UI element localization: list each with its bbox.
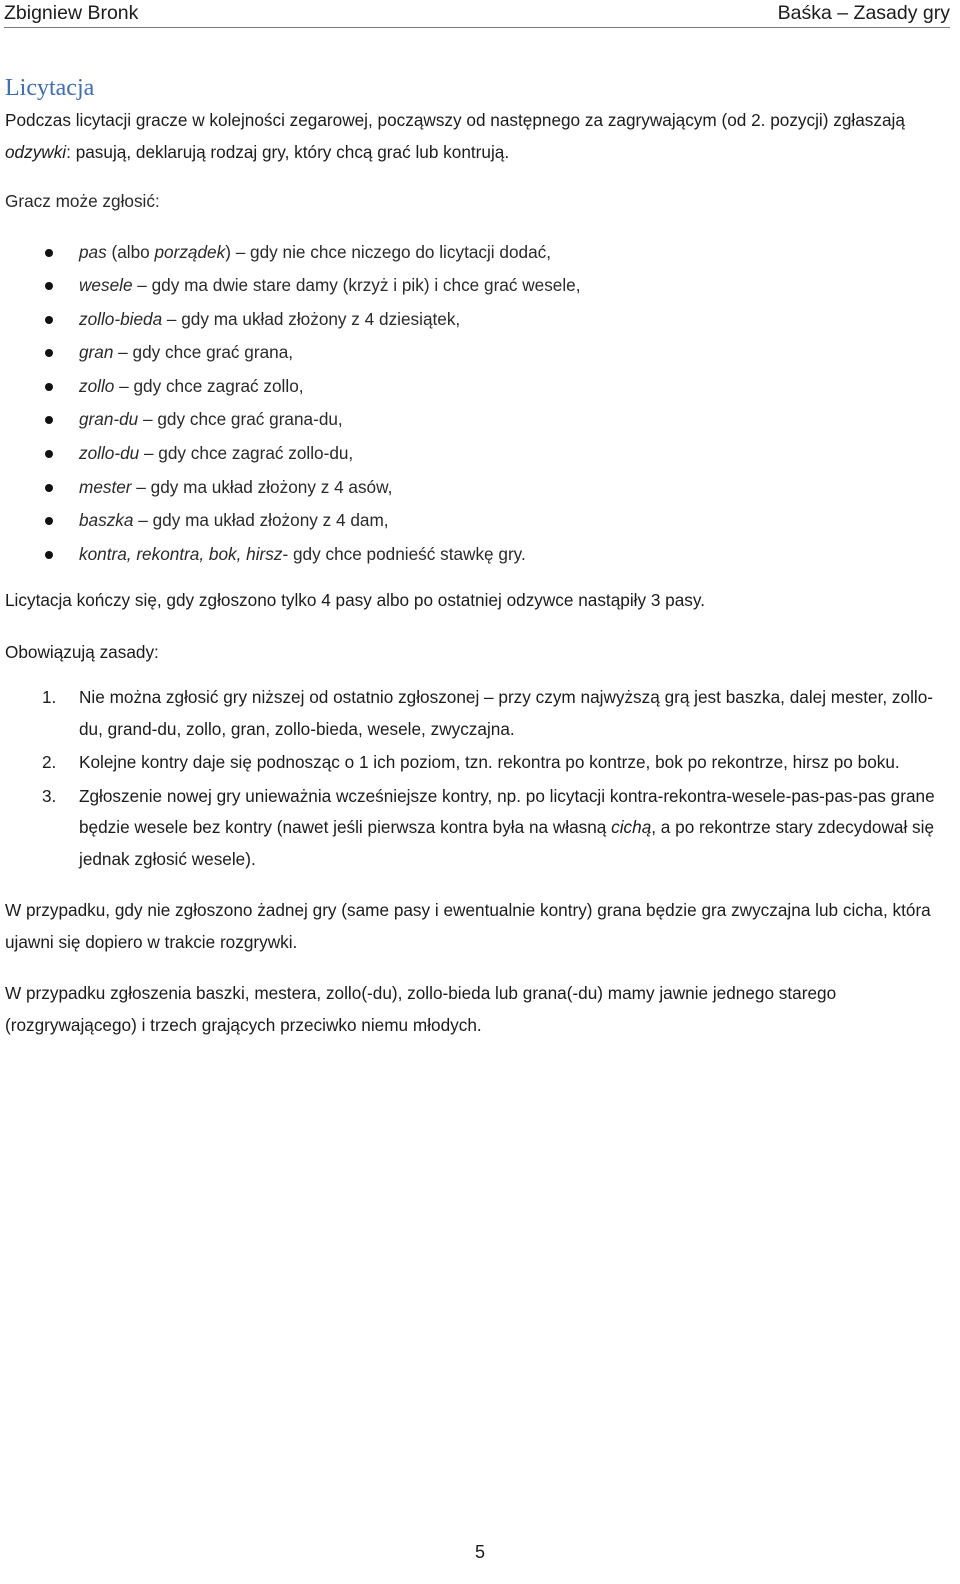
bid-text: - gdy chce podnieść stawkę gry. bbox=[282, 543, 526, 564]
bid-term: zollo-du bbox=[79, 443, 140, 464]
bullet-icon bbox=[45, 416, 53, 424]
bid-term: wesele bbox=[79, 275, 133, 296]
bid-list bbox=[5, 236, 950, 572]
rule-number: 2. bbox=[42, 752, 57, 773]
rule-number: 1. bbox=[42, 687, 57, 708]
list-item bbox=[5, 403, 950, 437]
bid-term: zollo-bieda bbox=[79, 308, 163, 329]
bullet-icon bbox=[45, 551, 53, 559]
bid-text: – gdy chce zagrać zollo, bbox=[114, 375, 304, 396]
list-item bbox=[5, 471, 950, 505]
rule-text: Zgłoszenie nowej gry unieważnia wcześniejsze kontry, np. po licytacji kontra-rekontra-wesele-pas-pas-pas grane będzie wesele bez kontry (nawet jeśli pierwsza kontra była na własną bbox=[79, 785, 935, 838]
bid-text: – gdy ma układ złożony z 4 asów, bbox=[131, 476, 393, 497]
bid-term-2: porządek bbox=[154, 241, 226, 262]
bullet-icon bbox=[45, 349, 53, 357]
list-item bbox=[5, 370, 950, 404]
list-item bbox=[5, 781, 950, 876]
list-item bbox=[5, 538, 950, 572]
bid-term: mester bbox=[79, 476, 132, 497]
bid-text: – gdy chce zagrać zollo-du, bbox=[139, 443, 354, 464]
rules-list bbox=[5, 682, 950, 875]
bid-text: (albo bbox=[106, 241, 155, 262]
bid-term: kontra, rekontra, bok, hirsz bbox=[79, 543, 283, 564]
bid-text-2: ) – gdy nie chce niczego do licytacji dodać, bbox=[225, 241, 552, 262]
bid-text: – gdy ma układ złożony z 4 dziesiątek, bbox=[162, 308, 461, 329]
bullet-icon bbox=[45, 484, 53, 492]
baszka-paragraph: W przypadku zgłoszenia baszki, mestera, zollo(-du), zollo-bieda lub grana(-du) mamy jawnie jednego starego (rozgrywającego) i trzech grających przeciwko niemu młodych. bbox=[5, 983, 837, 1035]
list-item bbox=[5, 336, 950, 370]
list-item bbox=[5, 747, 950, 779]
rule-text: Nie można zgłosić gry niższej od ostatnio zgłoszonej – przy czym najwyższą grą jest baszka, dalej mester, zollo-du, grand-du, zollo, gran, zollo-bieda, wesele, zwyczajna. bbox=[79, 687, 934, 739]
bullet-icon bbox=[45, 450, 53, 458]
rule-number: 3. bbox=[42, 785, 57, 806]
may-declare-paragraph: Gracz może zgłosić: bbox=[5, 191, 160, 211]
bullet-icon bbox=[45, 517, 53, 525]
rules-intro-paragraph: Obowiązują zasady: bbox=[5, 641, 159, 662]
bid-term: pas bbox=[79, 241, 107, 262]
bid-text: – gdy chce grać grana, bbox=[113, 342, 294, 363]
bid-term: gran bbox=[79, 342, 114, 363]
page-content bbox=[5, 71, 950, 1041]
list-item bbox=[5, 236, 950, 270]
page-header bbox=[4, 0, 950, 28]
bullet-icon bbox=[45, 282, 53, 290]
bid-text: – gdy chce grać grana-du, bbox=[138, 409, 343, 430]
bid-term: zollo bbox=[79, 375, 115, 396]
bullet-icon bbox=[45, 383, 53, 391]
intro-text-2: : pasują, deklarują rodzaj gry, który chcą grać lub kontrują. bbox=[66, 141, 510, 162]
list-item bbox=[5, 303, 950, 337]
end-rule-paragraph: Licytacja kończy się, gdy zgłoszono tylko 4 pasy albo po ostatniej odzywce nastąpiły 3 pasy. bbox=[5, 590, 705, 611]
page-number: 5 bbox=[474, 1542, 485, 1562]
bid-term: baszka bbox=[79, 510, 134, 531]
bullet-icon bbox=[45, 316, 53, 324]
bullet-icon bbox=[45, 249, 53, 257]
bid-text: – gdy ma dwie stare damy (krzyż i pik) i chce grać wesele, bbox=[132, 275, 581, 296]
intro-text-1: Podczas licytacji gracze w kolejności zegarowej, począwszy od następnego za zagrywającym (od 2. pozycji) zgłaszają bbox=[5, 110, 905, 130]
bid-term: gran-du bbox=[79, 409, 139, 430]
section-heading: Licytacja bbox=[5, 75, 95, 101]
list-item bbox=[5, 269, 950, 303]
header-author: Zbigniew Bronk bbox=[4, 2, 139, 24]
list-item bbox=[5, 682, 950, 745]
rule-text-2: , a po rekontrze stary zdecydował się jednak zgłosić wesele). bbox=[79, 817, 935, 869]
no-bid-paragraph: W przypadku, gdy nie zgłoszono żadnej gry (same pasy i ewentualnie kontry) grana będzie gra zwyczajna lub cicha, która ujawni się dopiero w trakcie rozgrywki. bbox=[5, 900, 931, 952]
bid-text: – gdy ma układ złożony z 4 dam, bbox=[133, 510, 389, 531]
rule-term: cichą bbox=[611, 817, 652, 838]
header-document-title: Baśka – Zasady gry bbox=[777, 2, 950, 24]
list-item bbox=[5, 504, 950, 538]
rule-text: Kolejne kontry daje się podnosząc o 1 ich poziom, tzn. rekontra po kontrze, bok po rekontrze, hirsz po boku. bbox=[79, 752, 900, 773]
intro-paragraph bbox=[5, 105, 950, 168]
intro-term: odzywki bbox=[5, 141, 67, 162]
list-item bbox=[5, 437, 950, 471]
